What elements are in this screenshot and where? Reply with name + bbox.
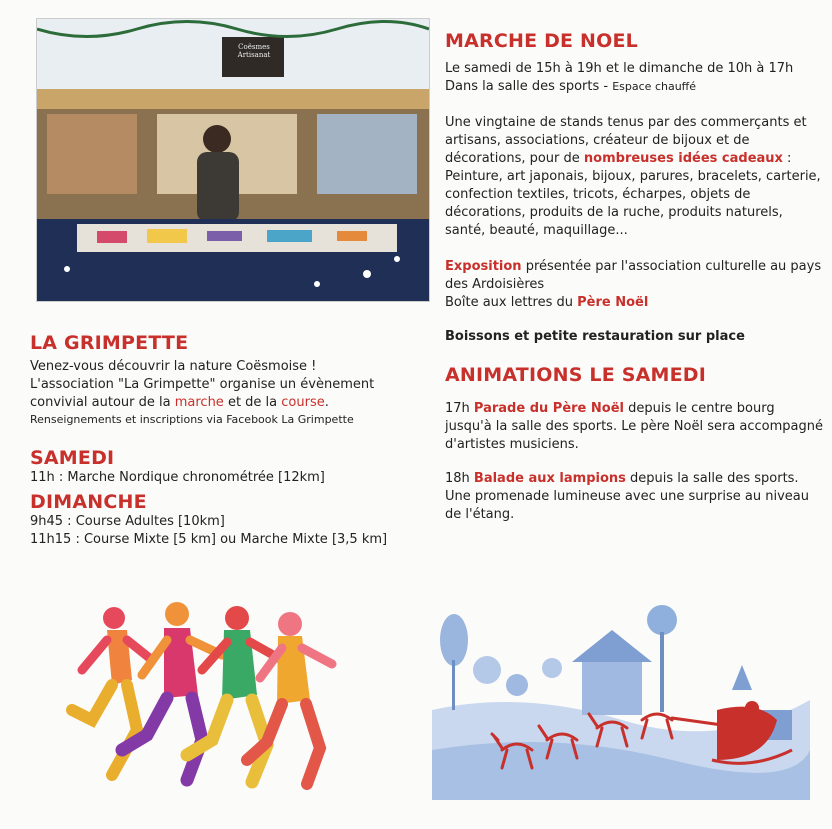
parade-time: 17h: [445, 401, 474, 416]
balade-time: 18h: [445, 471, 474, 486]
expo-text: présentée par l'association culturelle au pays des Ardoisières: [445, 259, 822, 292]
market-photo-illustration: [37, 19, 429, 301]
grimpette-line1: Venez-vous découvrir la nature Coësmoise !: [30, 359, 317, 374]
marche-title: MARCHE DE NOEL: [445, 30, 638, 52]
marche-place-main: Dans la salle des sports -: [445, 79, 613, 94]
grimpette-course: course: [281, 395, 325, 410]
marche-desc-highlight: nombreuses idées cadeaux: [583, 151, 783, 166]
samedi-title: SAMEDI: [30, 447, 115, 469]
marche-place-note: Espace chauffé: [612, 80, 697, 93]
dimanche-title: DIMANCHE: [30, 491, 147, 513]
animation-balade: [445, 470, 825, 524]
grimpette-line2c: .: [324, 395, 329, 410]
marche-expo: [445, 258, 825, 294]
runners-icon: [52, 600, 342, 790]
dimanche-line1: 9h45 : Course Adultes [10km]: [30, 514, 225, 529]
right-column: [445, 30, 825, 524]
marche-desc-b: :: [782, 151, 792, 166]
expo-highlight: Exposition: [445, 259, 522, 274]
grimpette-line2b: et de la: [223, 395, 282, 410]
marche-hours: Le samedi de 15h à 19h et le dimanche de 10h à 17h: [445, 61, 794, 76]
samedi-line: 11h : Marche Nordique chronométrée [12km]: [30, 470, 325, 485]
balade-text: depuis la salle des sports. Une promenade lumineuse avec une surprise au niveau de l'étang.: [445, 471, 810, 522]
market-photo: [36, 18, 430, 302]
photo-sign-text: Coësmes Artisanat: [237, 43, 271, 59]
left-column: [30, 332, 430, 549]
boite-text: Boîte aux lettres du: [445, 295, 578, 310]
marche-desc-list: Peinture, art japonais, bijoux, parures, bracelets, carterie, confection textiles, tricots, écharpes, objets de décorations, produits de la ruche, produits naturels, santé, beauté, maquillage...: [445, 169, 821, 238]
runners-illustration: [52, 600, 342, 790]
winter-illustration: [432, 600, 810, 800]
parade-text: depuis le centre bourg jusqu'à la salle des sports. Le père Noël sera accompagné d'artistes musiciens.: [445, 401, 824, 452]
marche-boite: [445, 294, 825, 312]
grimpette-marche: marche: [174, 395, 224, 410]
marche-desc-a: Une vingtaine de stands tenus par des commerçants et artisans, associations, créateur de bijoux et de décorations, pour de: [445, 115, 807, 166]
grimpette-renseignements: Renseignements et inscriptions via Facebook La Grimpette: [30, 413, 354, 426]
santa-sleigh-icon: [432, 600, 810, 800]
grimpette-line2: [30, 376, 430, 412]
marche-boissons: Boissons et petite restauration sur place: [445, 329, 745, 344]
grimpette-title: LA GRIMPETTE: [30, 332, 189, 354]
dimanche-line2: 11h15 : Course Mixte [5 km] ou Marche Mixte [3,5 km]: [30, 532, 388, 547]
boite-highlight: Père Noël: [577, 295, 649, 310]
grimpette-line2a: L'association "La Grimpette" organise un évènement convivial autour de la: [30, 377, 375, 410]
balade-highlight: Balade aux lampions: [473, 471, 626, 486]
marche-place: [445, 78, 825, 96]
marche-description: [445, 114, 825, 240]
animation-parade: [445, 400, 825, 454]
parade-highlight: Parade du Père Noël: [473, 401, 624, 416]
animations-title: ANIMATIONS LE SAMEDI: [445, 364, 707, 386]
